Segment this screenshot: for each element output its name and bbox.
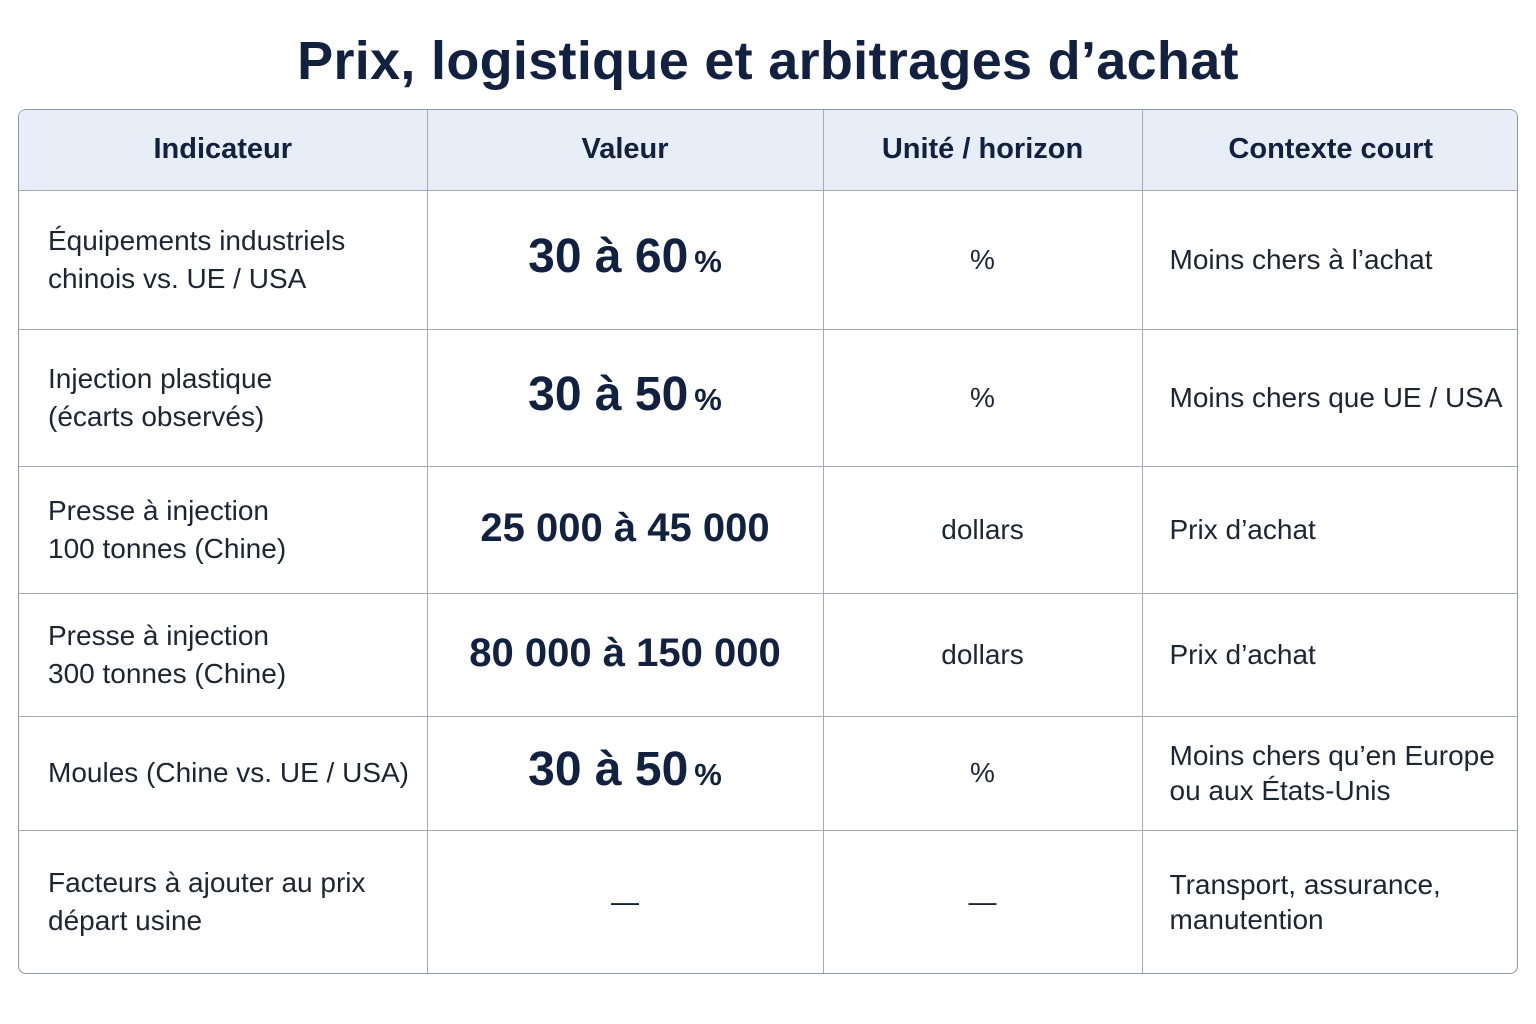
column-header-unite: Unité / horizon <box>823 110 1142 190</box>
indicator-text: Moules (Chine vs. UE / USA) <box>48 757 409 788</box>
table-header-row <box>19 110 1518 190</box>
indicator-text: Presse à injection <box>48 494 270 526</box>
context-text: Transport, assurance, <box>1169 868 1441 900</box>
context-text: Moins chers qu’en Europe <box>1169 740 1495 771</box>
table-row <box>19 593 1518 716</box>
value-cell <box>427 190 823 329</box>
column-header-valeur: Valeur <box>427 110 823 190</box>
indicator-text: Facteurs à ajouter au prix <box>48 866 366 898</box>
context-cell <box>1142 466 1518 593</box>
unit-cell: dollars <box>823 593 1142 716</box>
unit-cell: % <box>823 329 1142 466</box>
unit-cell: % <box>823 716 1142 830</box>
value-suffix: % <box>694 381 722 417</box>
data-table <box>19 110 1518 973</box>
context-text: ou aux États-Unis <box>1169 775 1391 806</box>
indicator-cell <box>19 329 427 466</box>
data-table-container <box>18 109 1518 974</box>
context-text: Moins chers que UE / USA <box>1169 382 1503 413</box>
indicator-text: Équipements industriels <box>48 224 346 256</box>
table-row <box>19 190 1518 329</box>
context-cell <box>1142 329 1518 466</box>
value-text: 30 à 50 <box>528 743 689 796</box>
value-cell <box>427 716 823 830</box>
value-suffix: % <box>694 757 722 792</box>
indicator-text: chinois vs. UE / USA <box>48 262 307 294</box>
context-text: Prix d’achat <box>1169 514 1316 545</box>
table-row <box>19 716 1518 830</box>
indicator-cell <box>19 830 427 973</box>
context-text: manutention <box>1169 903 1324 935</box>
context-cell <box>1142 716 1518 830</box>
indicator-cell <box>19 466 427 593</box>
value-text: 30 à 60 <box>528 229 689 283</box>
table-row <box>19 466 1518 593</box>
context-text: Prix d’achat <box>1169 639 1316 670</box>
indicator-cell <box>19 716 427 830</box>
table-row <box>19 329 1518 466</box>
unit-cell: dollars <box>823 466 1142 593</box>
value-cell <box>427 593 823 716</box>
page-title: Prix, logistique et arbitrages d’achat <box>297 31 1239 91</box>
indicator-cell <box>19 593 427 716</box>
context-text: Moins chers à l’achat <box>1169 244 1433 275</box>
context-cell <box>1142 190 1518 329</box>
value-text: 80 000 à 150 000 <box>469 630 781 675</box>
column-header-contexte: Contexte court <box>1142 110 1518 190</box>
unit-cell: % <box>823 190 1142 329</box>
value-cell <box>427 466 823 593</box>
value-text: 30 à 50 <box>528 367 689 421</box>
value-cell <box>427 830 823 973</box>
indicator-text: 300 tonnes (Chine) <box>48 657 287 689</box>
context-cell <box>1142 593 1518 716</box>
indicator-text: 100 tonnes (Chine) <box>48 532 287 564</box>
indicator-text: Presse à injection <box>48 619 270 651</box>
indicator-text: Injection plastique <box>48 362 273 394</box>
indicator-text: départ usine <box>48 904 203 936</box>
unit-cell: — <box>823 830 1142 973</box>
value-text: 25 000 à 45 000 <box>480 505 770 550</box>
value-suffix: % <box>694 243 722 279</box>
context-cell <box>1142 830 1518 973</box>
value-cell <box>427 329 823 466</box>
indicator-text: (écarts observés) <box>48 400 265 432</box>
column-header-indicateur: Indicateur <box>19 110 427 190</box>
table-row <box>19 830 1518 973</box>
indicator-cell <box>19 190 427 329</box>
value-dash: — <box>611 885 639 917</box>
